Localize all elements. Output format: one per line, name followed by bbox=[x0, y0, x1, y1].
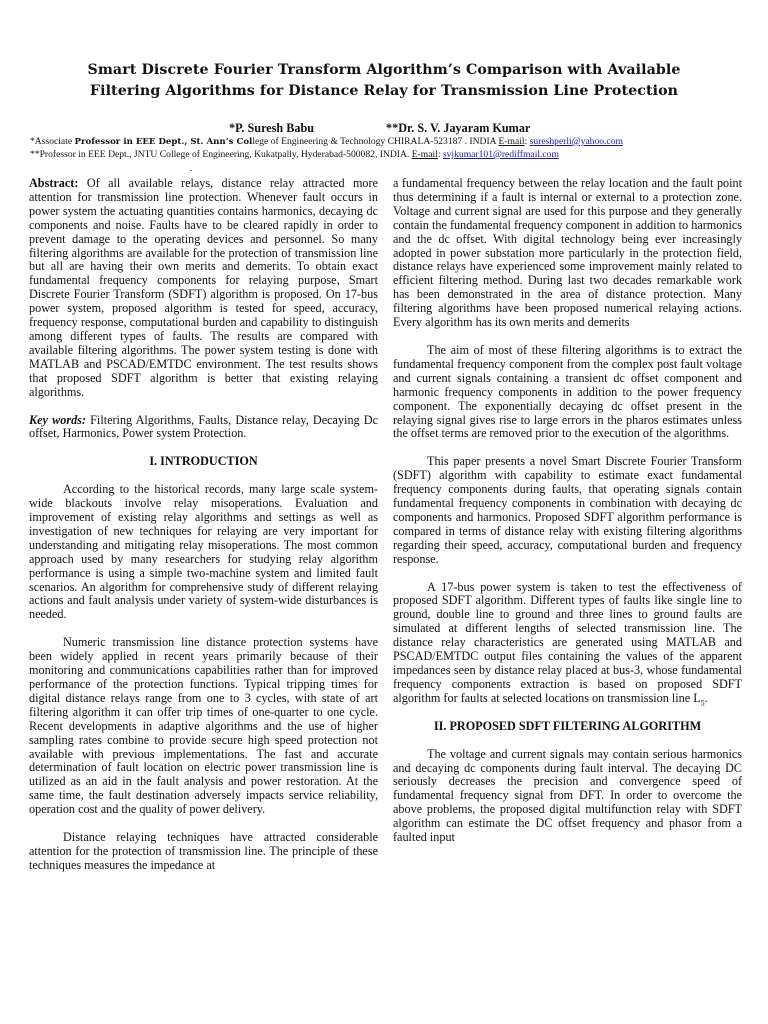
right-paragraph-4-text: A 17-bus power system is taken to test the effectiveness of proposed SDFT algorithm. Different types of faults like single line to ground, double line to ground and three lines to ground faults are simulated at different lengths of selected transmission line. The distance relay characteristics are generated using MATLAB and PSCAD/EMTDC output files containing the values of the apparent impedances seen by distance relay placed at bus-3, whose fundamental frequency components extraction is based on proposed SDFT algorithm for faults at selected locations on transmission line L bbox=[393, 579, 742, 705]
author-2: **Dr. S. V. Jayaram Kumar bbox=[386, 121, 531, 135]
email-label-1: E-mail bbox=[498, 136, 525, 147]
author-1: *P. Suresh Babu bbox=[229, 121, 315, 135]
right-paragraph-2: The aim of most of these filtering algorithms is to extract the fundamental frequency component from the complex post fault voltage and current signals containing a transient dc offset component and harmonic frequency components in addition to the power frequency component. The exponentially decaying dc offset present in the relaying signal gives rise to large errors in the pharos estimates unless the offset terms are removed prior to the execution of the algorithms. bbox=[393, 342, 742, 441]
affiliation-1 bbox=[30, 136, 623, 148]
intro-paragraph-3: Distance relaying techniques have attracted considerable attention for the protection of transmission line. The principle of these techniques measures the impedance at bbox=[29, 830, 378, 872]
right-paragraph-4 bbox=[393, 581, 742, 706]
intro-paragraph-2: Numeric transmission line distance protection systems have been widely applied in recent years primarily because of their monitoring and communications capabilities rather than for improved performance of the protection functions. Typical tripping times for digital distance relays range from one to 3 cycles, with state of art filtering algorithm it can offer trip times of one-quarter to one cycle. Recent developments in adaptive algorithms and the use of higher sampling rates combine to provide secure high speed protection not available with previous implementations. The fast and accurate determination of fault location on electric power transmission line is utilized as an aid in the fault analysis and power restoration. At the same time, the fault destination adversely impacts service reliability, operation cost and the quality of power delivery. bbox=[29, 635, 378, 817]
affiliation-1-prefix: *Associate bbox=[30, 136, 75, 147]
email-link-1[interactable]: sureshperli@yahoo.com bbox=[529, 136, 623, 147]
keywords-label: Key words: bbox=[29, 412, 86, 427]
affiliation-1-rest: lege of Engineering & Technology CHIRALA-523187 . INDIA bbox=[252, 136, 499, 147]
stray-dot: . bbox=[190, 163, 193, 173]
affiliation-2 bbox=[30, 149, 559, 161]
abstract-text: Of all available relays, distance relay attracted more attention for transmission line protection. Whenever fault occurs in power system the actuating quantities contains harmonics, decaying dc components and noise. Faults have to be cleared rapidly in order to prevent damage to the operating devices and personnel. So many filtering algorithms are available for the protection of transmission line but all are having their own merits and demerits. To obtain exact fundamental frequency components for relaying purpose, Smart Discrete Fourier Transform (SDFT) algorithm is proposed. On 17-bus power system, proposed algorithm is tested for speed, accuracy, frequency response, computational burden and capability to distinguish among different types of faults. The results are compared with available filtering algorithms. The power system testing is done with MATLAB and PSCAD/EMTDC environment. The test results shows that proposed SDFT algorithm is better that existing relaying algorithms. bbox=[29, 176, 378, 399]
sdft-paragraph-1: The voltage and current signals may contain serious harmonics and decaying dc components during fault interval. The decaying DC seriously decreases the precision and convergence speed of fundamental frequency signal from DFT. In order to overcome the above problems, the proposed digital multifunction relay with SDFT algorithm can estimate the DC offset frequency and phasor from a faulted input bbox=[393, 746, 742, 845]
abstract-label: Abstract: bbox=[29, 176, 79, 190]
line-subscript: 5 bbox=[700, 698, 705, 708]
paper-title-line-2: Filtering Algorithms for Distance Relay for Transmission Line Protection bbox=[89, 83, 679, 99]
affiliation-2-prefix: **Professor in EEE Dept., JNTU College of Engineering, Kukatpally, Hyderabad-500082, INDIA. bbox=[30, 149, 412, 160]
email-sep-2: : bbox=[437, 149, 443, 160]
right-paragraph-3: This paper presents a novel Smart Discrete Fourier Transform (SDFT) algorithm with capability to estimate exact fundamental frequency components during faults, that operating signals contain fundamental frequency components in combination with decaying dc components and harmonics. Proposed SDFT algorithm performance is compared in terms of distance relay with existing filtering algorithms regarding their speed, accuracy, computational burden and frequency response. bbox=[393, 454, 742, 566]
right-paragraph-1: a fundamental frequency between the relay location and the fault point thus determining if a fault is internal or external to a protection zone. Voltage and current signal are used for this purpose and they generally contain the fundamental frequency component in addition to harmonics and the dc offset. With digital technology being ever increasingly adopted in power substation more particularly in the protection field, distance relays have experienced some improvement mainly related to efficient filtering method. During last two decades remarkable work has been demonstrated in the area of distance protection. Many filtering algorithms have been proposed numerical relaying actions. Every algorithm has its own merits and demerits bbox=[393, 176, 742, 330]
intro-paragraph-1: According to the historical records, many large scale system-wide blackouts involve relay misoperations. Evaluation and improvement of existing relay algorithms and settings as well as investigation of new techniques for relaying are very important for understanding and mitigating relay misoperations. The most common approach used by many researchers for studying relay algorithm performance is using a simple two-machine system and limited fault scenarios. An algorithm for comprehensive study of different relaying actions and fault analysis under variety of system-wide disturbances is needed. bbox=[29, 482, 378, 622]
keywords bbox=[29, 414, 378, 442]
email-link-2[interactable]: svjkumar101@rediffmail.com bbox=[442, 149, 559, 160]
abstract bbox=[29, 177, 378, 400]
paper-title-line-1: Smart Discrete Fourier Transform Algorithm’s Comparison with Available bbox=[87, 62, 681, 78]
section-heading-introduction: I. INTRODUCTION bbox=[149, 454, 258, 469]
email-label-2: E-mail bbox=[411, 149, 438, 160]
affiliation-1-bold: Professor in EEE Dept., St. Ann’s Col bbox=[74, 137, 253, 147]
section-heading-sdft: II. PROPOSED SDFT FILTERING ALGORITHM bbox=[433, 718, 702, 733]
keywords-text: Filtering Algorithms, Faults, Distance relay, Decaying Dc offset, Harmonics, Power system Protection. bbox=[29, 412, 379, 441]
right-column bbox=[393, 177, 742, 845]
right-paragraph-4-end: . bbox=[704, 690, 708, 705]
email-sep-1: : bbox=[524, 136, 530, 147]
paper-title bbox=[40, 60, 728, 102]
left-column bbox=[29, 177, 378, 873]
